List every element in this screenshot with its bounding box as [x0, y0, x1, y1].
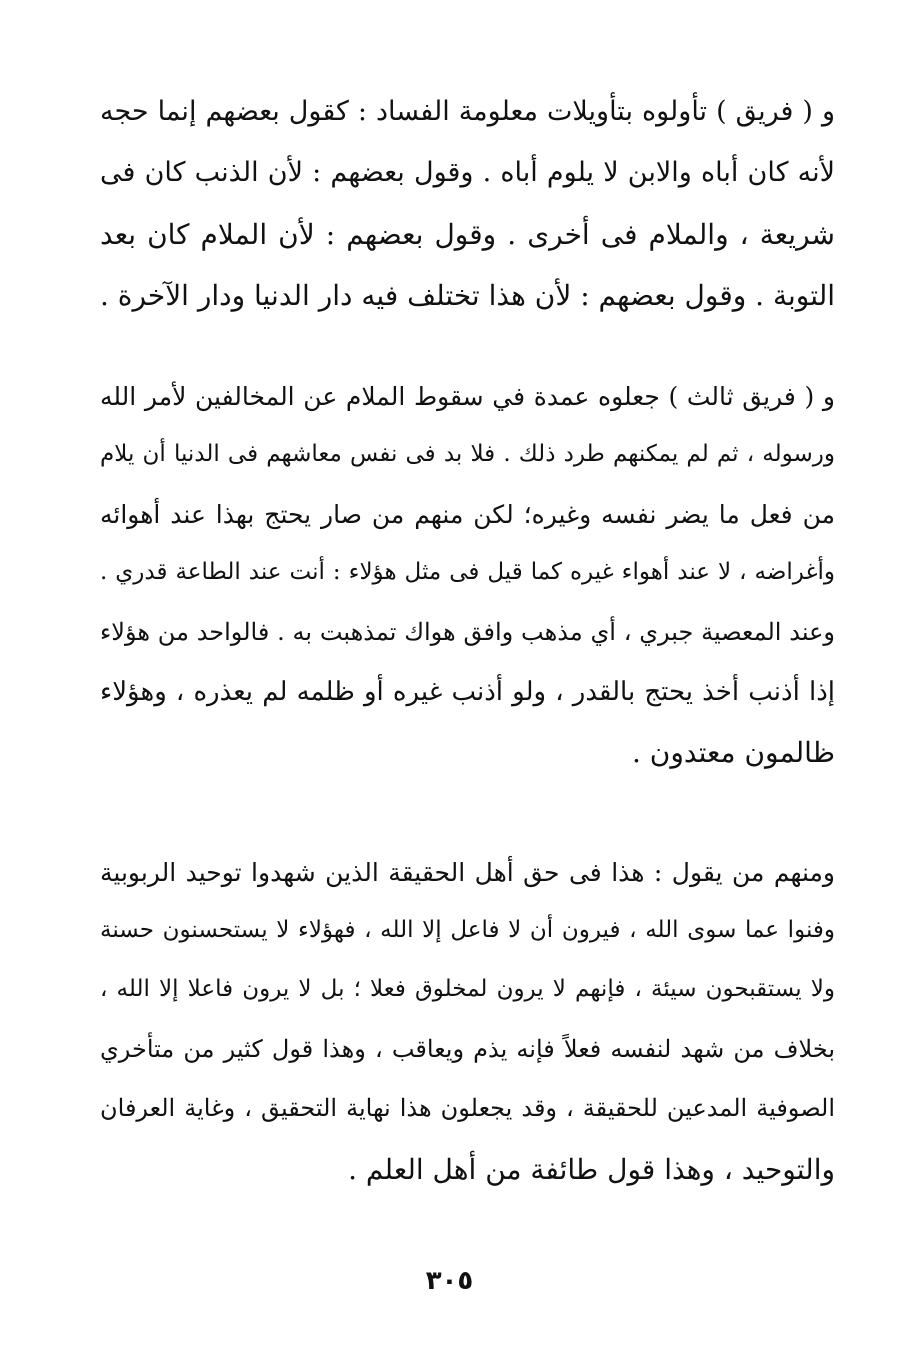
- paragraph-line: والتوحيد ، وهذا قول طائفة من أهل العلم .: [348, 1153, 835, 1186]
- paragraph-line: و ( فريق ) تأولوه بتأويلات معلومة الفساد : كقول بعضهم إنما حجه: [100, 96, 835, 127]
- paragraph-line: ظالمون معتدون .: [632, 736, 835, 769]
- paragraph-line: بخلاف من شهد لنفسه فعلاً فإنه يذم ويعاقب ، وهذا قول كثير من متأخري: [100, 1035, 835, 1063]
- paragraph-line: ورسوله ، ثم لم يمكنهم طرد ذلك . فلا بد فى نفس معاشهم فى الدنيا أن يلام: [100, 441, 835, 467]
- paragraph-line: من فعل ما يضر نفسه وغيره؛ لكن منهم من صار يحتج بهذا عند أهوائه: [100, 500, 835, 529]
- paragraph-3: [100, 858, 835, 1212]
- paragraph-line: و ( فريق ثالث ) جعلوه عمدة في سقوط الملام عن المخالفين لأمر الله: [100, 382, 835, 411]
- page-number: ٣٠٥: [425, 1266, 474, 1296]
- paragraph-2: [100, 382, 835, 795]
- paragraph-line: شريعة ، والملام فى أخرى . وقول بعضهم : لأن الملام كان بعد: [100, 218, 835, 251]
- paragraph-1: [100, 96, 835, 340]
- paragraph-line: وأغراضه ، لا عند أهواء غيره كما قيل فى مثل هؤلاء : أنت عند الطاعة قدري .: [100, 559, 835, 585]
- paragraph-line: الصوفية المدعين للحقيقة ، وقد يجعلون هذا نهاية التحقيق ، وغاية العرفان: [100, 1094, 835, 1122]
- paragraph-line: وفنوا عما سوى الله ، فيرون أن لا فاعل إلا الله ، فهؤلاء لا يستحسنون حسنة: [100, 917, 835, 943]
- paragraph-line: وعند المعصية جبري ، أي مذهب وافق هواك تمذهبت به . فالواحد من هؤلاء: [100, 618, 835, 646]
- paragraph-line: إذا أذنب أخذ يحتج بالقدر ، ولو أذنب غيره أو ظلمه لم يعذره ، وهؤلاء: [100, 677, 835, 707]
- paragraph-line: التوبة . وقول بعضهم : لأن هذا تختلف فيه دار الدنيا ودار الآخرة .: [99, 279, 835, 312]
- paragraph-line: ولا يستقبحون سيئة ، فإنهم لا يرون لمخلوق فعلا ؛ بل لا يرون فاعلا إلا الله ،: [100, 976, 835, 1002]
- paragraph-line: لأنه كان أباه والابن لا يلوم أباه . وقول بعضهم : لأن الذنب كان فى: [100, 157, 835, 188]
- paragraph-line: ومنهم من يقول : هذا فى حق أهل الحقيقة الذين شهدوا توحيد الربوبية: [100, 858, 835, 887]
